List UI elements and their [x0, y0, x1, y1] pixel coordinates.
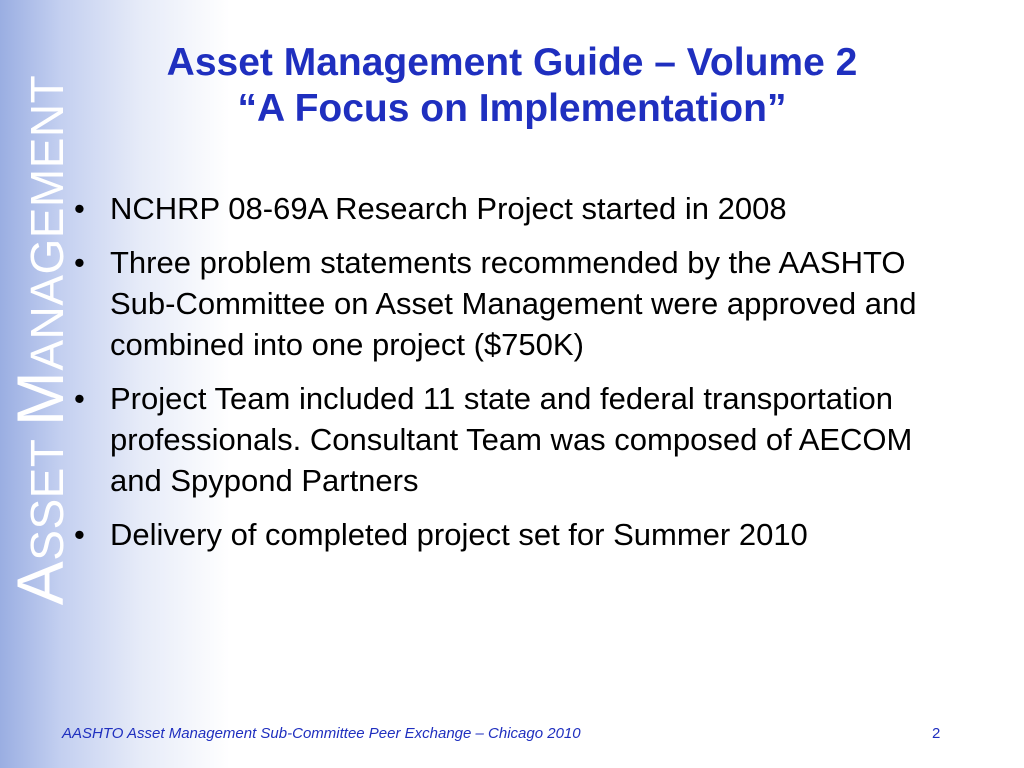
- bullet-list: [70, 188, 970, 568]
- bullet-dot: •: [74, 191, 85, 226]
- bullet-text: Project Team included 11 state and federal transportation professionals. Consultant Team was composed of AECOM and Spypond Partners: [110, 381, 913, 498]
- side-label-first-cap: A: [3, 560, 77, 606]
- title-line-1: Asset Management Guide – Volume 2: [166, 41, 858, 84]
- bullet-text: NCHRP 08-69A Research Project started in 2008: [110, 191, 787, 226]
- bullet-dot: •: [74, 517, 85, 552]
- bullet-item: [70, 378, 970, 501]
- bullet-item: [70, 242, 970, 365]
- side-label: [3, 74, 77, 606]
- bullet-item: [70, 188, 970, 229]
- side-label-second-rest: ANAGEMENT: [21, 74, 73, 371]
- bullet-item: [70, 514, 970, 555]
- bullet-text: Three problem statements recommended by the AASHTO Sub-Committee on Asset Management were approved and combined into one project ($750K): [110, 245, 917, 362]
- bullet-text: Delivery of completed project set for Summer 2010: [110, 517, 808, 552]
- title-line-2: “A Focus on Implementation”: [237, 87, 787, 131]
- side-label-second-cap: M: [3, 370, 77, 427]
- footer-text: AASHTO Asset Management Sub-Committee Peer Exchange – Chicago 2010: [62, 725, 581, 742]
- bullet-dot: •: [74, 245, 85, 280]
- page-number: 2: [932, 725, 941, 742]
- slide-title: [60, 40, 964, 132]
- side-label-first-rest: SSET: [21, 426, 73, 561]
- bullet-dot: •: [74, 381, 85, 416]
